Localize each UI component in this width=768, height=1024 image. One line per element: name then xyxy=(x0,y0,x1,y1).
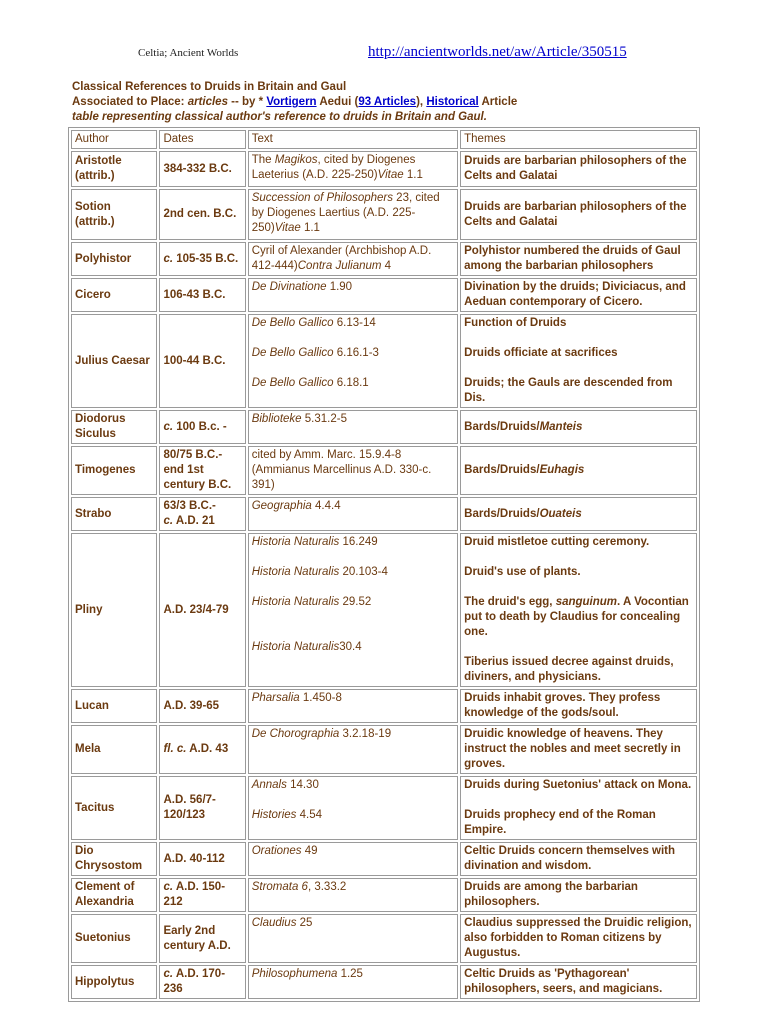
text-cell: Pharsalia 1.450-8 xyxy=(248,689,458,723)
author-cell: Mela xyxy=(71,725,157,774)
assoc-mid2: ), xyxy=(416,96,427,108)
dates-cell: Early 2nd century A.D. xyxy=(159,914,245,963)
dates-cell: 2nd cen. B.C. xyxy=(159,189,245,240)
dates-cell: 100-44 B.C. xyxy=(159,314,245,408)
dates-cell: fl. c. A.D. 43 xyxy=(159,725,245,774)
dates-cell: 63/3 B.C.- c. A.D. 21 xyxy=(159,497,245,531)
author-cell: Sotion (attrib.) xyxy=(71,189,157,240)
author-cell: Polyhistor xyxy=(71,242,157,276)
themes-cell: Druids are barbarian philosophers of the Celts and Galatai xyxy=(460,151,697,187)
article-url-link[interactable]: http://ancientworlds.net/aw/Article/350515 xyxy=(368,44,627,60)
themes-cell: Claudius suppressed the Druidic religion, also forbidden to Roman citizens by Augustus. xyxy=(460,914,697,963)
table-subtitle: table representing classical author's reference to druids in Britain and Gaul. xyxy=(72,111,487,123)
dates-cell: 80/75 B.C.-end 1st century B.C. xyxy=(159,446,245,495)
header-text: Text xyxy=(248,130,458,149)
author-cell: Cicero xyxy=(71,278,157,312)
table-row xyxy=(71,914,697,963)
table-row xyxy=(71,725,697,774)
text-cell: cited by Amm. Marc. 15.9.4-8 (Ammianus Marcellinus A.D. 330-c. 391) xyxy=(248,446,458,495)
dates-cell: A.D. 23/4-79 xyxy=(159,533,245,687)
themes-cell: Bards/Druids/Manteis xyxy=(460,410,697,444)
druid-references-table xyxy=(68,127,700,1002)
table-header-row xyxy=(71,130,697,149)
text-cell: De Chorographia 3.2.18-19 xyxy=(248,725,458,774)
author-cell: Clement of Alexandria xyxy=(71,878,157,912)
assoc-mid: Aedui ( xyxy=(316,96,359,108)
text-cell: Philosophumena 1.25 xyxy=(248,965,458,999)
themes-cell: Druids during Suetonius' attack on Mona. Druids prophecy end of the Roman Empire. xyxy=(460,776,697,840)
dates-cell: A.D. 39-65 xyxy=(159,689,245,723)
author-link[interactable]: Vortigern xyxy=(266,96,317,108)
site-name: Celtia; Ancient Worlds xyxy=(138,47,239,59)
table-row xyxy=(71,965,697,999)
articles-count-link[interactable]: 93 Articles xyxy=(358,96,417,108)
text-cell: De Bello Gallico 6.13-14 De Bello Gallico 6.16.1-3 De Bello Gallico 6.18.1 xyxy=(248,314,458,408)
author-cell: Julius Caesar xyxy=(71,314,157,408)
assoc-prefix: Associated to Place: xyxy=(72,96,188,108)
table-row xyxy=(71,189,697,240)
themes-cell: Divination by the druids; Diviciacus, and Aeduan contemporary of Cicero. xyxy=(460,278,697,312)
text-cell: Orationes 49 xyxy=(248,842,458,876)
author-cell: Lucan xyxy=(71,689,157,723)
table-row xyxy=(71,410,697,444)
author-cell: Diodorus Siculus xyxy=(71,410,157,444)
association-line xyxy=(72,95,712,110)
dates-cell: c. A.D. 170-236 xyxy=(159,965,245,999)
themes-cell: Function of Druids Druids officiate at sacrifices Druids; the Gauls are descended from Dis. xyxy=(460,314,697,408)
author-cell: Timogenes xyxy=(71,446,157,495)
dates-cell: 384-332 B.C. xyxy=(159,151,245,187)
assoc-articles: articles xyxy=(187,96,228,108)
table-row xyxy=(71,776,697,840)
themes-cell: Celtic Druids concern themselves with divination and wisdom. xyxy=(460,842,697,876)
themes-cell: Druids are barbarian philosophers of the Celts and Galatai xyxy=(460,189,697,240)
table-row xyxy=(71,151,697,187)
themes-cell: Bards/Druids/Euhagis xyxy=(460,446,697,495)
dates-cell: 106-43 B.C. xyxy=(159,278,245,312)
header-author: Author xyxy=(71,130,157,149)
themes-cell: Druids inhabit groves. They profess knowledge of the gods/soul. xyxy=(460,689,697,723)
text-cell: Geographia 4.4.4 xyxy=(248,497,458,531)
table-row xyxy=(71,689,697,723)
dates-cell: c. A.D. 150-212 xyxy=(159,878,245,912)
table-row xyxy=(71,446,697,495)
assoc-suffix: Article xyxy=(478,96,518,108)
text-cell: Historia Naturalis 16.249 Historia Naturalis 20.103-4 Historia Naturalis 29.52 Historia Naturalis30.4 xyxy=(248,533,458,687)
author-cell: Tacitus xyxy=(71,776,157,840)
author-cell: Suetonius xyxy=(71,914,157,963)
dates-cell: c. 105-35 B.C. xyxy=(159,242,245,276)
author-cell: Aristotle (attrib.) xyxy=(71,151,157,187)
text-cell: The Magikos, cited by Diogenes Laeterius (A.D. 225-250)Vitae 1.1 xyxy=(248,151,458,187)
dates-cell: A.D. 56/7-120/123 xyxy=(159,776,245,840)
table-row xyxy=(71,242,697,276)
document-titles xyxy=(72,80,712,125)
author-cell: Strabo xyxy=(71,497,157,531)
table-row xyxy=(71,497,697,531)
assoc-by: -- by * xyxy=(227,96,267,108)
table-row xyxy=(71,533,697,687)
themes-cell: Polyhistor numbered the druids of Gaul among the barbarian philosophers xyxy=(460,242,697,276)
text-cell: Claudius 25 xyxy=(248,914,458,963)
text-cell: Cyril of Alexander (Archbishop A.D. 412-444)Contra Julianum 4 xyxy=(248,242,458,276)
dates-cell: c. 100 B.c. - xyxy=(159,410,245,444)
themes-cell: Druid mistletoe cutting ceremony. Druid's use of plants. The druid's egg, sanguinum. A Vocontian put to death by Claudius for concealing one. Tiberius issued decree against druids, diviners, and physicians. xyxy=(460,533,697,687)
author-cell: Dio Chrysostom xyxy=(71,842,157,876)
table-row xyxy=(71,878,697,912)
themes-cell: Druids are among the barbarian philosophers. xyxy=(460,878,697,912)
author-cell: Pliny xyxy=(71,533,157,687)
themes-cell: Bards/Druids/Ouateis xyxy=(460,497,697,531)
text-cell: Stromata 6, 3.33.2 xyxy=(248,878,458,912)
text-cell: Annals 14.30 Histories 4.54 xyxy=(248,776,458,840)
themes-cell: Druidic knowledge of heavens. They instruct the nobles and meet secretly in groves. xyxy=(460,725,697,774)
table-row xyxy=(71,842,697,876)
header-dates: Dates xyxy=(159,130,245,149)
table-row xyxy=(71,314,697,408)
historical-link[interactable]: Historical xyxy=(426,96,479,108)
text-cell: Biblioteke 5.31.2-5 xyxy=(248,410,458,444)
page-title: Classical References to Druids in Britain and Gaul xyxy=(72,81,347,93)
text-cell: Succession of Philosophers 23, cited by Diogenes Laertius (A.D. 225-250)Vitae 1.1 xyxy=(248,189,458,240)
author-cell: Hippolytus xyxy=(71,965,157,999)
text-cell: De Divinatione 1.90 xyxy=(248,278,458,312)
table-row xyxy=(71,278,697,312)
header-themes: Themes xyxy=(460,130,697,149)
themes-cell: Celtic Druids as 'Pythagorean' philosophers, seers, and magicians. xyxy=(460,965,697,999)
dates-cell: A.D. 40-112 xyxy=(159,842,245,876)
